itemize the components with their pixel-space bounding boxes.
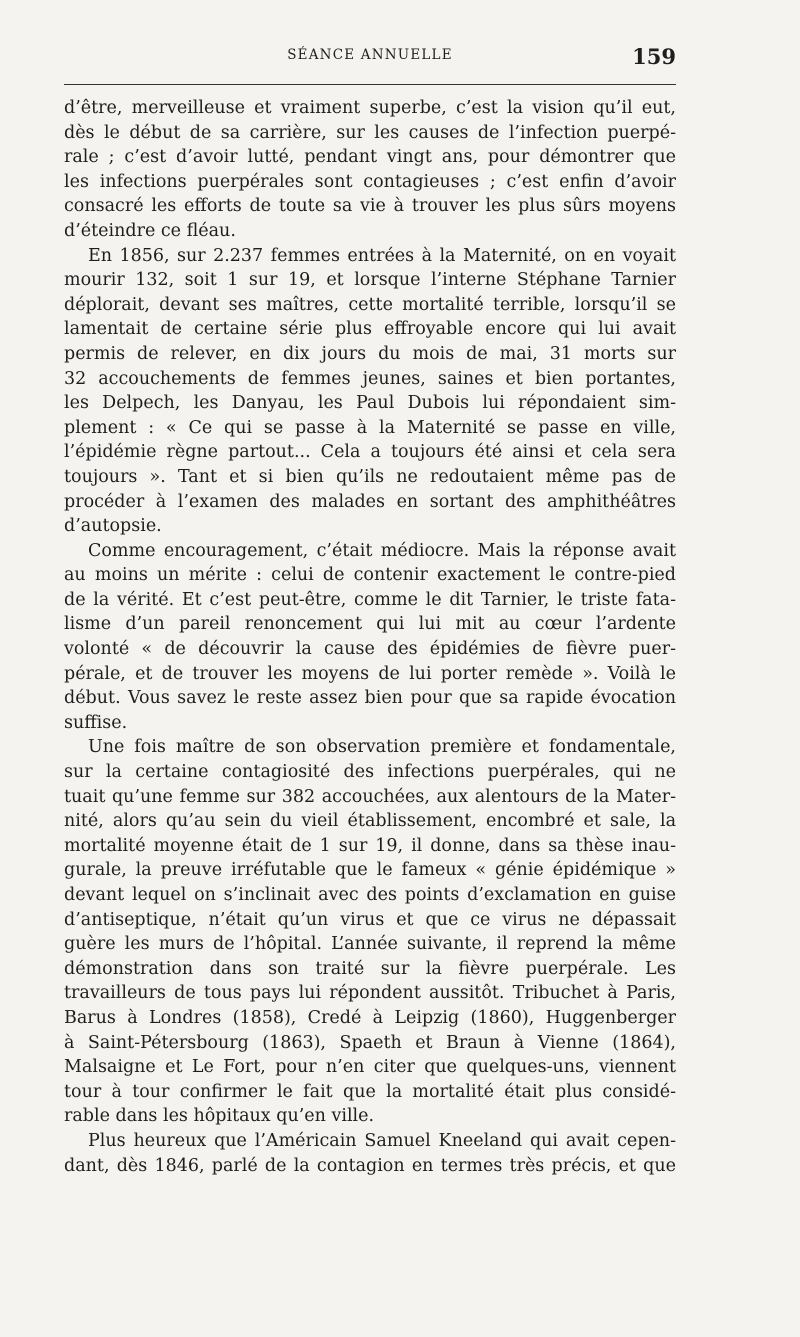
text-line: Barus à Londres (1858), Credé à Leipzig (1860), Huggenberger	[64, 1007, 676, 1028]
text-line: rale ; c’est d’avoir lutté, pendant vingt ans, pour démontrer que	[64, 147, 676, 168]
text-line: Une fois maître de son observation première et fondamentale,	[88, 737, 676, 758]
header-rule	[64, 84, 676, 85]
text-line: plement : « Ce qui se passe à la Maternité se passe en ville,	[64, 417, 676, 438]
text-line: permis de relever, en dix jours du mois de mai, 31 morts sur	[64, 343, 676, 364]
text-line: tuait qu’une femme sur 382 accouchées, aux alentours de la Mater-	[64, 786, 676, 807]
text-line: nité, alors qu’au sein du vieil établissement, encombré et sale, la	[64, 811, 676, 832]
text-line: les infections puerpérales sont contagieuses ; c’est enfin d’avoir	[64, 171, 676, 192]
text-line: Malsaigne et Le Fort, pour n’en citer que quelques-uns, viennent	[64, 1057, 676, 1078]
text-line: consacré les efforts de toute sa vie à trouver les plus sûrs moyens	[64, 196, 676, 217]
page-number: 159	[632, 44, 676, 69]
text-line: dès le début de sa carrière, sur les causes de l’infection puerpé-	[64, 122, 676, 143]
text-line: d’éteindre ce fléau.	[64, 220, 236, 241]
text-line: déplorait, devant ses maîtres, cette mortalité terrible, lorsqu’il se	[64, 294, 676, 315]
text-line: guère les murs de l’hôpital. L’année suivante, il reprend la même	[64, 934, 676, 955]
text-line: à Saint-Pétersbourg (1863), Spaeth et Braun à Vienne (1864),	[64, 1032, 676, 1053]
paragraph	[64, 1129, 676, 1178]
text-line: sur la certaine contagiosité des infections puerpérales, qui ne	[64, 762, 676, 783]
text-line: dant, dès 1846, parlé de la contagion en termes très précis, et que	[64, 1155, 676, 1176]
paragraph	[64, 539, 676, 736]
text-line: de la vérité. Et c’est peut-être, comme le dit Tarnier, le triste fata-	[64, 589, 676, 610]
text-line: l’épidémie règne partout... Cela a toujours été ainsi et cela sera	[64, 442, 676, 463]
text-line: pérale, et de trouver les moyens de lui porter remède ». Voilà le	[64, 663, 676, 684]
text-line: Plus heureux que l’Américain Samuel Kneeland qui avait cepen-	[88, 1130, 676, 1151]
paragraph	[64, 735, 676, 1129]
text-line: rable dans les hôpitaux qu’en ville.	[64, 1106, 375, 1127]
text-line: gurale, la preuve irréfutable que le fameux « génie épidémique »	[64, 860, 676, 881]
running-title: SÉANCE ANNUELLE	[287, 47, 453, 63]
text-line: d’autopsie.	[64, 516, 162, 537]
text-line: 32 accouchements de femmes jeunes, saines et bien portantes,	[64, 368, 676, 389]
body-text	[64, 96, 676, 1178]
text-line: lisme d’un pareil renoncement qui lui mit au cœur l’ardente	[64, 614, 676, 635]
text-line: tour à tour confirmer le fait que la mortalité était plus considé-	[64, 1081, 676, 1102]
text-line: Comme encouragement, c’était médiocre. Mais la réponse avait	[88, 540, 676, 561]
text-line: début. Vous savez le reste assez bien pour que sa rapide évocation	[64, 688, 676, 709]
text-line: d’antiseptique, n’était qu’un virus et que ce virus ne dépassait	[64, 909, 676, 930]
text-line: lamentait de certaine série plus effroyable encore qui lui avait	[64, 319, 676, 340]
text-line: au moins un mérite : celui de contenir exactement le contre-pied	[64, 565, 676, 586]
page-header	[64, 44, 676, 74]
text-line: En 1856, sur 2.237 femmes entrées à la Maternité, on en voyait	[88, 245, 676, 266]
text-line: les Delpech, les Danyau, les Paul Dubois lui répondaient sim-	[64, 393, 676, 414]
text-line: travailleurs de tous pays lui répondent aussitôt. Tribuchet à Paris,	[64, 983, 676, 1004]
text-line: devant lequel on s’inclinait avec des points d’exclamation en guise	[64, 885, 676, 905]
text-line: toujours ». Tant et si bien qu’ils ne redoutaient même pas de	[64, 466, 676, 487]
text-line: d’être, merveilleuse et vraiment superbe, c’est la vision qu’il eut,	[64, 98, 676, 118]
text-line: mortalité moyenne était de 1 sur 19, il donne, dans sa thèse inau-	[64, 835, 676, 856]
paragraph	[64, 244, 676, 539]
text-line: volonté « de découvrir la cause des épidémies de fièvre puer-	[64, 639, 676, 660]
text-line: démonstration dans son traité sur la fièvre puerpérale. Les	[64, 958, 676, 979]
text-line: mourir 132, soit 1 sur 19, et lorsque l’interne Stéphane Tarnier	[64, 270, 676, 291]
paragraph	[64, 96, 676, 244]
text-line: procéder à l’examen des malades en sortant des amphithéâtres	[64, 491, 676, 512]
text-line: suffise.	[64, 712, 128, 733]
